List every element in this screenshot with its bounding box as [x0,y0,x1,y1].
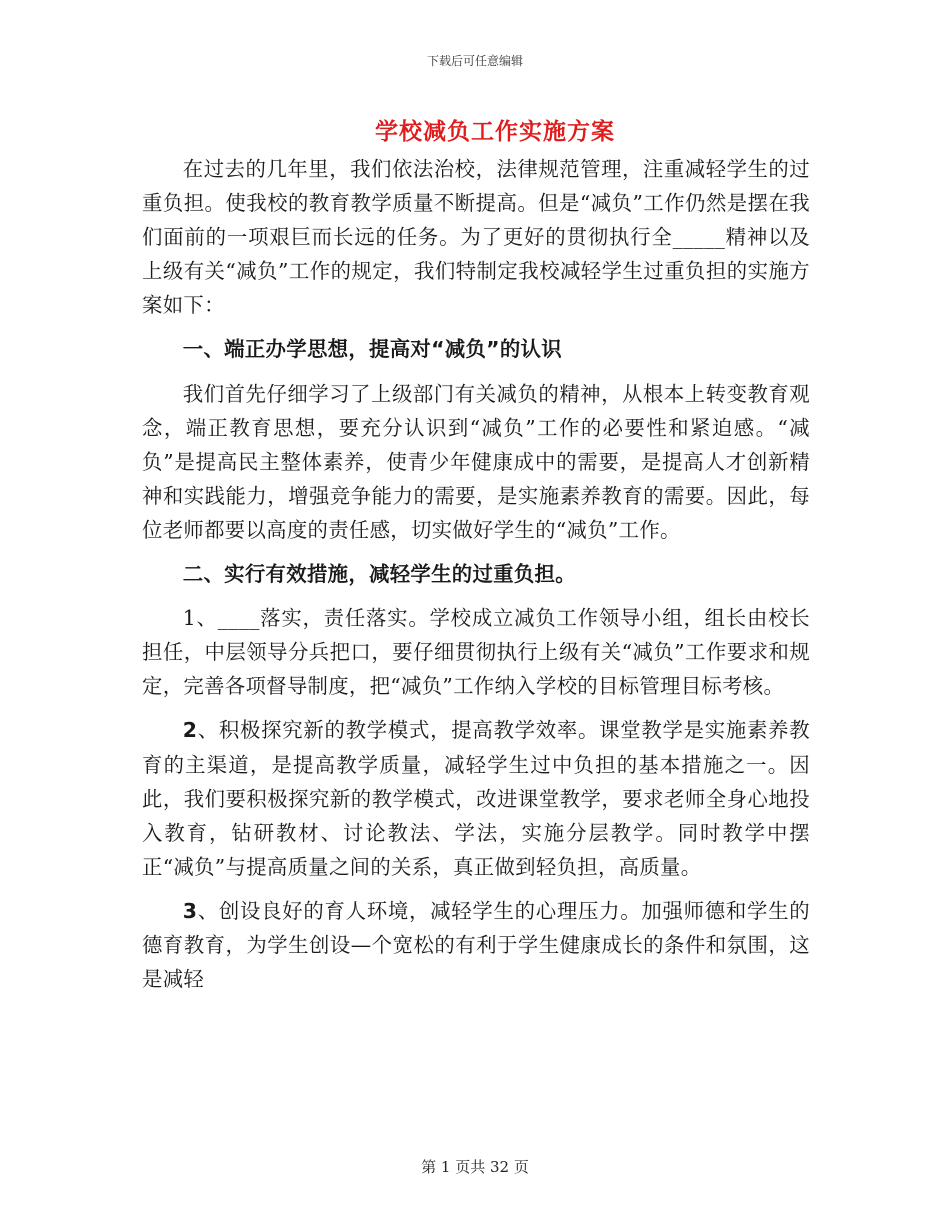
document-title: 学校减负工作实施方案 [375,119,615,145]
page-header-note: 下载后可任意编辑 [426,54,523,68]
section-1-heading: 一、端正办学思想，提高对“减负”的认识 [182,337,562,362]
intro-paragraph: 在过去的几年里，我们依法治校，法律规范管理，注重减轻学生的过重负担。使我校的教育教学质量不断提高。但是“减负”工作仍然是摆在我们面前的一项艰巨而长远的任务。为了更好的贯彻执行全_____精神以及上级有关“减负”工作的规定，我们特制定我校减轻学生过重负担的实施方案如下： [142,157,810,318]
measure-item-2 [142,713,810,883]
measure-item-3 [142,894,810,996]
section-1-paragraph: 我们首先仔细学习了上级部门有关减负的精神，从根本上转变教育观念，端正教育思想，要充分认识到“减负”工作的必要性和紧迫感。“减负”是提高民主整体素养，使青少年健康成中的需要，是提高人才创新精神和实践能力，增强竞争能力的需要，是实施素养教育的需要。因此，每位老师都要以高度的责任感，切实做好学生的“减负”工作。 [142,381,810,542]
measure-item-2-number: 2 [182,718,198,743]
document-body [142,152,810,996]
section-2-heading: 二、实行有效措施，减轻学生的过重负担。 [182,562,576,587]
page-footer-number: 第 1 页共 32 页 [421,1158,529,1176]
measure-item-2-text: 、积极探究新的教学模式，提高教学效率。课堂教学是实施素养教育的主渠道，是提高教学质量，减轻学生过中负担的基本措施之一。因此，我们要积极探究新的教学模式，改进课堂教学，要求老师全身心地投入教育，钻研教材、讨论教法、学法，实施分层教学。同时教学中摆正“减负”与提高质量之间的关系，真正做到轻负担，高质量。 [142,718,810,879]
measure-item-1: 1、____落实，责任落实。学校成立减负工作领导小组，组长由校长担任，中层领导分兵把口，要仔细贯彻执行上级有关“减负”工作要求和规定，完善各项督导制度，把“减负”工作纳入学校的目标管理目标考核。 [142,606,810,699]
measure-item-3-number: 3 [182,898,198,923]
measure-item-3-text: 、创设良好的育人环境，减轻学生的心理压力。加强师德和学生的德育教育，为学生创设—个宽松的有利于学生健康成长的条件和氛围，这是减轻 [142,898,810,992]
